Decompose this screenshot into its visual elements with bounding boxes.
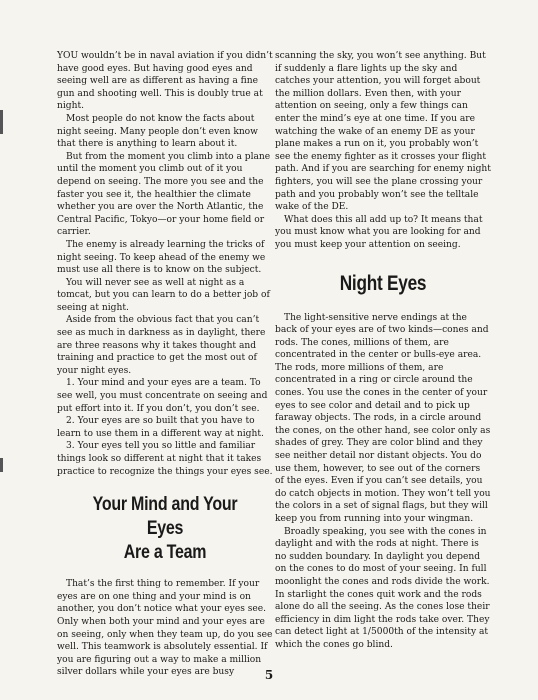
heading-line: Your Mind and Your Eyes [92,493,238,540]
paragraph: You will never see as well at night as a tomcat, but you can learn to do a better job of seeing at night. [57,277,270,313]
paragraph: Most people do not know the facts about night seeing. Many people don’t even know that there is anything to learn about it. [57,113,258,150]
page-number: 5 [264,668,274,682]
right-column [275,50,491,652]
paragraph: 3. Your eyes tell you so little and familiar things look so different at night that it takes practice to recognize the things your eyes see. [57,441,273,477]
section-heading: Night Eyes [339,271,427,295]
section-heading [76,492,253,564]
left-edge-mark [0,458,3,472]
heading-line: Are a Team [123,541,207,564]
paragraph: Aside from the obvious fact that you can’t see as much in darkness as in daylight, there are three reasons why it takes thought and training and practice to get the most out of your night eyes. [57,315,266,376]
paragraph: That’s the first thing to remember. If your eyes are on one thing and your mind is on another, you don’t notice what your eyes see. Only when both your mind and your eyes are on seeing, only when they team up, do you see well. This teamwork is absolutely essential. If you are figuring out a way to make a million silver dollars while your eyes are busy [57,579,273,678]
paragraph: But from the moment you climb into a plane until the moment you climb out of it you depend on seeing. The more you see and the faster you see it, the healthier the climate whether you are over the North Atlantic, the Central Pacific, Tokyo—or your home field or carrier. [57,151,271,238]
paragraph: What does this all add up to? It means that you must know what you are looking for and you must keep your attention on seeing. [275,214,483,250]
paragraph: Broadly speaking, you see with the cones in daylight and with the rods at night. There is no sudden boundary. In daylight you depend on the cones to do most of your seeing. In full moonlight the cones and rods divide the work. In starlight the cones quit work and the rods alone do all the seeing. As the cones lose their efficiency in dim light the rods take over. They can detect light at 1/5000th of the intensity at which the cones go blind. [275,526,490,650]
paragraph: The light-sensitive nerve endings at the back of your eyes are of two kinds—cones and rods. The cones, millions of them, are concentrated in the center or bulls-eye area. The rods, more millions of them, are concentrated in a ring or circle around the cones. You use the cones in the center of your eyes to see color and detail and to pick up faraway objects. The rods, in a circle around the cones, on the other hand, see color only as shades of grey. They are color blind and they see neither detail nor distant objects. You do use them, however, to see out of the corners of the eyes. Even if you can’t see details, you do catch objects in motion. They won’t tell you the colors in a set of signal flags, but they will keep you from running into your wingman. [275,312,491,524]
left-column [57,50,273,679]
paragraph: 2. Your eyes are so built that you have to learn to use them in a different way at night. [57,416,264,439]
paragraph: scanning the sky, you won’t see anything. But if suddenly a flare lights up the sky and catches your attention, you will forget about the million dollars. Even then, with your attention on seeing, only a few things can enter the mind’s eye at one time. If you are watching the wake of an enemy DE as your plane makes a run on it, you probably won’t see the enemy fighter as it crosses your flight path. And if you are searching for enemy night fighters, you will see the plane crossing your path and you probably won’t see the telltale wake of the DE. [275,51,491,213]
left-edge-mark [0,110,3,134]
paragraph: YOU wouldn’t be in naval aviation if you didn’t have good eyes. But having good eyes and seeing well are as different as having a fine gun and shooting well. This is doubly true at night. [57,51,273,112]
paragraph: 1. Your mind and your eyes are a team. To see well, you must concentrate on seeing and put effort into it. If you don’t, you don’t see. [57,378,268,414]
paragraph: The enemy is already learning the tricks of night seeing. To keep ahead of the enemy we must use all there is to know on the subject. [57,239,266,276]
